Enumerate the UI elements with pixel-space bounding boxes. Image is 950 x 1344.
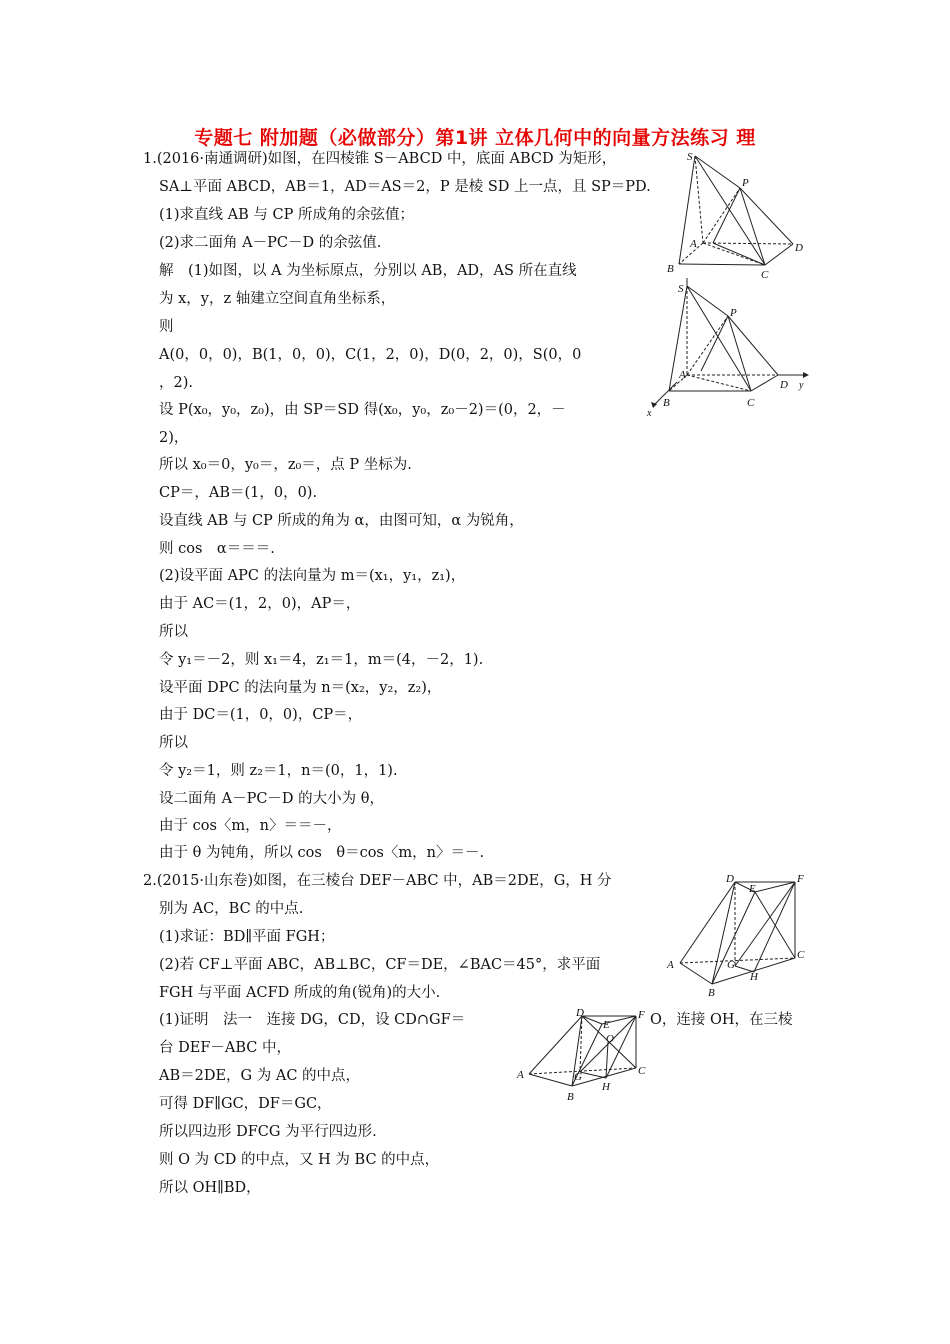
text-line: 所以四边形 DFCG 为平行四边形. xyxy=(159,1124,377,1140)
text-line: 则 xyxy=(159,319,174,335)
text-line: 设直线 AB 与 CP 所成的角为 α，由图可知，α 为锐角， xyxy=(159,513,524,529)
text-line: SA⊥平面 ABCD，AB＝1，AD＝AS＝2，P 是棱 SD 上一点，且 SP＝PD. xyxy=(159,179,651,195)
text-line: 可得 DF∥GC，DF＝GC， xyxy=(159,1096,332,1112)
vertex-label: D xyxy=(795,242,803,254)
text-line: 由于 θ 为钝角，所以 cos θ＝cos〈m，n〉＝－. xyxy=(159,845,485,861)
text-line: 设 P(x₀，y₀，z₀)，由 SP＝SD 得(x₀，y₀，z₀－2)＝(0，2，－ xyxy=(159,402,566,418)
text-line: 1.(2016·南通调研)如图，在四棱锥 S－ABCD 中，底面 ABCD 为矩形， xyxy=(143,151,617,167)
vertex-label: D xyxy=(576,1007,584,1019)
text-line: 为 x，y，z 轴建立空间直角坐标系， xyxy=(159,291,396,307)
vertex-label: F xyxy=(797,873,804,885)
vertex-label: G xyxy=(574,1071,582,1083)
text-line: (2)若 CF⊥平面 ABC，AB⊥BC，CF＝DE，∠BAC＝45°，求平面 xyxy=(159,957,601,973)
text-line: 由于 DC＝(1，0，0)，CP＝， xyxy=(159,707,363,723)
vertex-label: P xyxy=(742,177,749,189)
axis-label: y xyxy=(799,380,804,391)
text-line: (2)设平面 APC 的法向量为 m＝(x₁，y₁，z₁)， xyxy=(159,568,466,584)
text-line: 别为 AC，BC 的中点. xyxy=(159,901,304,917)
vertex-label: E xyxy=(749,883,756,895)
text-line: 台 DEF－ABC 中， xyxy=(159,1040,291,1056)
text-line: 2)， xyxy=(159,430,189,446)
vertex-label: C xyxy=(761,269,769,281)
text-line: 设平面 DPC 的法向量为 n＝(x₂，y₂，z₂)， xyxy=(159,680,442,696)
vertex-label: O xyxy=(606,1033,614,1045)
vertex-label: H xyxy=(602,1081,610,1093)
text-line: 2.(2015·山东卷)如图，在三棱台 DEF－ABC 中，AB＝2DE，G，H 分 xyxy=(143,873,612,889)
text-line: ，2). xyxy=(159,375,193,391)
vertex-label: C xyxy=(797,949,805,961)
vertex-label: B xyxy=(567,1091,574,1103)
text-line: FGH 与平面 ACFD 所成的角(锐角)的大小. xyxy=(159,985,441,1001)
vertex-label: D xyxy=(726,873,734,885)
text-line: 则 O 为 CD 的中点，又 H 为 BC 的中点， xyxy=(159,1152,440,1168)
vertex-label: S xyxy=(687,151,693,163)
vertex-label: A xyxy=(690,238,697,250)
vertex-label: C xyxy=(638,1065,646,1077)
text-line: CP＝，AB＝(1，0，0). xyxy=(159,485,318,501)
text-line: 令 y₁＝－2，则 x₁＝4，z₁＝1，m＝(4，－2，1). xyxy=(159,652,484,668)
text-line: (1)求直线 AB 与 CP 所成角的余弦值； xyxy=(159,207,414,223)
vertex-label: E xyxy=(603,1019,610,1031)
text-line: (1)证明 法一 连接 DG，CD，设 CD∩GF＝ xyxy=(159,1012,466,1028)
text-line: (1)求证：BD∥平面 FGH； xyxy=(159,929,335,945)
text-line: 所以 xyxy=(159,624,188,640)
vertex-label: B xyxy=(708,987,715,999)
text-line: (2)求二面角 A－PC－D 的余弦值. xyxy=(159,235,382,251)
page-title: 专题七 附加题（必做部分）第1讲 立体几何中的向量方法练习 理 xyxy=(194,127,756,149)
text-line: 由于 AC＝(1，2，0)，AP＝， xyxy=(159,596,361,612)
text-line: A(0，0，0)，B(1，0，0)，C(1，2，0)，D(0，2，0)，S(0，0 xyxy=(159,347,582,363)
text-line: 解 (1)如图，以 A 为坐标原点，分别以 AB，AD，AS 所在直线 xyxy=(159,263,577,279)
coordinate-pyramid-figure xyxy=(643,278,813,418)
vertex-label: B xyxy=(667,263,674,275)
vertex-label: A xyxy=(679,369,686,381)
text-line: 所以 OH∥BD， xyxy=(159,1180,261,1196)
text-line: 所以 xyxy=(159,735,188,751)
text-line: 令 y₂＝1，则 z₂＝1，n＝(0，1，1). xyxy=(159,763,398,779)
vertex-label: P xyxy=(730,307,737,319)
text-line: 设二面角 A－PC－D 的大小为 θ， xyxy=(159,791,385,807)
pyramid-figure xyxy=(665,148,810,283)
vertex-label: A xyxy=(667,959,674,971)
axis-label: x xyxy=(647,408,652,418)
vertex-label: F xyxy=(638,1009,645,1021)
vertex-label: D xyxy=(780,379,788,391)
vertex-label: B xyxy=(663,397,670,409)
text-line: 则 cos α＝＝＝. xyxy=(159,541,275,557)
text-line: AB＝2DE，G 为 AC 的中点， xyxy=(159,1068,361,1084)
frustum-figure xyxy=(662,870,812,1000)
text-line: O，连接 OH，在三棱 xyxy=(650,1012,793,1028)
vertex-label: C xyxy=(747,397,755,409)
frustum-o-figure xyxy=(514,1006,654,1108)
text-line: 所以 x₀＝0，y₀＝，z₀＝，点 P 坐标为. xyxy=(159,457,412,473)
vertex-label: G xyxy=(727,959,735,971)
vertex-label: A xyxy=(517,1069,524,1081)
text-line: 由于 cos〈m，n〉＝＝－， xyxy=(159,818,342,834)
vertex-label: H xyxy=(750,971,758,983)
vertex-label: S xyxy=(678,283,684,295)
